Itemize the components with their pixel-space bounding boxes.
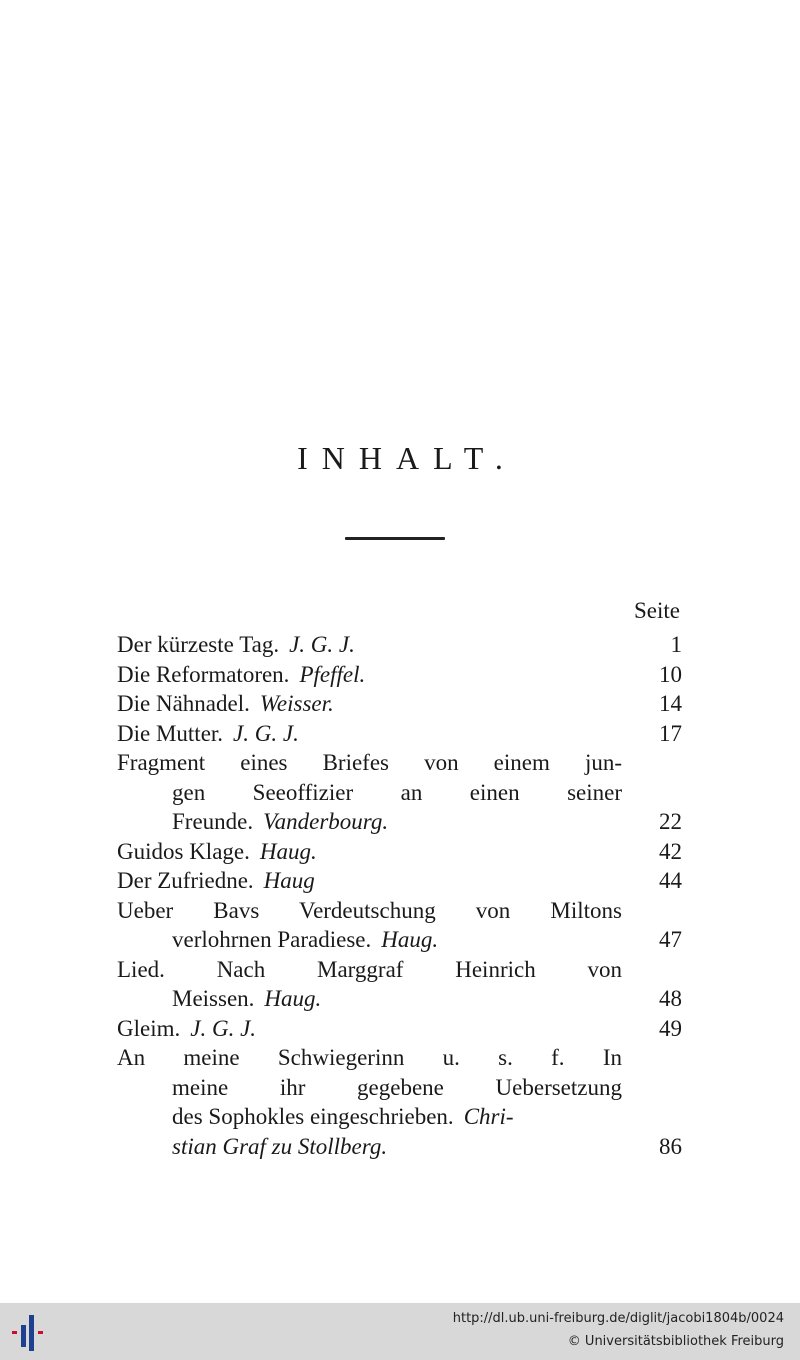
entry-author: J. G. J.	[190, 1015, 257, 1041]
page-title: INHALT.	[297, 440, 517, 476]
toc-entry	[117, 866, 682, 896]
entry-author: Weisser.	[259, 691, 334, 716]
entry-page-number: 22	[659, 809, 682, 834]
entry-page-number: 10	[659, 661, 682, 687]
permalink-url[interactable]: http://dl.ub.uni-freiburg.de/diglit/jacobi1804b/0024	[452, 1311, 784, 1326]
entry-title: Der Zufriedne.	[117, 868, 254, 893]
toc-entry	[117, 955, 682, 1014]
entry-title-line: Fragment eines Briefes von einem jun-	[117, 750, 622, 775]
entry-page-number: 17	[659, 720, 682, 746]
toc-entry	[117, 837, 682, 867]
entry-page-number: 1	[670, 632, 682, 657]
library-logo-icon	[10, 1311, 50, 1353]
entry-title: Gleim.	[117, 1015, 181, 1041]
entry-page-number: 47	[659, 927, 682, 952]
viewer-footer	[0, 1303, 800, 1360]
column-header-seite: Seite	[634, 598, 680, 623]
toc-entry	[117, 719, 682, 749]
entry-author: Chri-	[463, 1104, 514, 1129]
entry-author: Haug.	[381, 927, 439, 952]
copyright-notice: © Universitätsbibliothek Freiburg	[567, 1334, 784, 1349]
entry-page-number: 48	[659, 986, 682, 1011]
entry-title: Die Reformatoren.	[117, 661, 290, 687]
entry-title-line: meine ihr gegebene Uebersetzung	[172, 1074, 622, 1100]
entry-title: Der kürzeste Tag.	[117, 632, 280, 657]
logo-bar	[12, 1331, 17, 1334]
entry-title-line: Meissen.	[172, 986, 255, 1011]
toc-entry	[117, 1043, 682, 1161]
entry-author: Vanderbourg.	[263, 809, 389, 834]
entry-page-number: 49	[659, 1015, 682, 1041]
entry-page-number: 14	[659, 691, 682, 716]
entry-title: Die Nähnadel.	[117, 691, 250, 716]
entry-author: Haug	[263, 868, 315, 893]
logo-bar	[21, 1325, 26, 1347]
toc-entry	[117, 1014, 682, 1044]
entry-page-number: 42	[659, 838, 682, 864]
entry-title: Guidos Klage.	[117, 838, 250, 864]
entry-page-number: 44	[659, 868, 682, 893]
entry-author: Haug.	[264, 986, 322, 1011]
entry-title-line: des Sophokles eingeschrieben.	[172, 1104, 454, 1129]
logo-bar	[29, 1315, 34, 1351]
entry-title-line: verlohrnen Paradiese.	[172, 927, 372, 952]
entry-author: Haug.	[259, 838, 317, 864]
entry-title-line: Freunde.	[172, 809, 254, 834]
entry-title-line: Ueber Bavs Verdeutschung von Miltons	[117, 897, 622, 923]
entry-author: Pfeffel.	[299, 661, 366, 687]
entry-page-number: 86	[659, 1133, 682, 1159]
title-divider	[345, 537, 445, 540]
toc-entry	[117, 630, 682, 660]
toc-entry	[117, 748, 682, 837]
entry-title: Die Mutter.	[117, 720, 224, 746]
entry-title-line: An meine Schwiegerinn u. s. f. In	[117, 1045, 622, 1070]
logo-bar	[38, 1331, 43, 1334]
entry-author: J. G. J.	[289, 632, 355, 657]
toc-entry	[117, 896, 682, 955]
entry-title-line: gen Seeoffizier an einen seiner	[172, 779, 622, 805]
entry-author: stian Graf zu Stollberg.	[172, 1133, 388, 1159]
entry-author: J. G. J.	[233, 720, 299, 746]
table-of-contents	[117, 630, 682, 1161]
entry-title-line: Lied. Nach Marggraf Heinrich von	[117, 956, 622, 982]
toc-entry	[117, 660, 682, 690]
toc-entry	[117, 689, 682, 719]
